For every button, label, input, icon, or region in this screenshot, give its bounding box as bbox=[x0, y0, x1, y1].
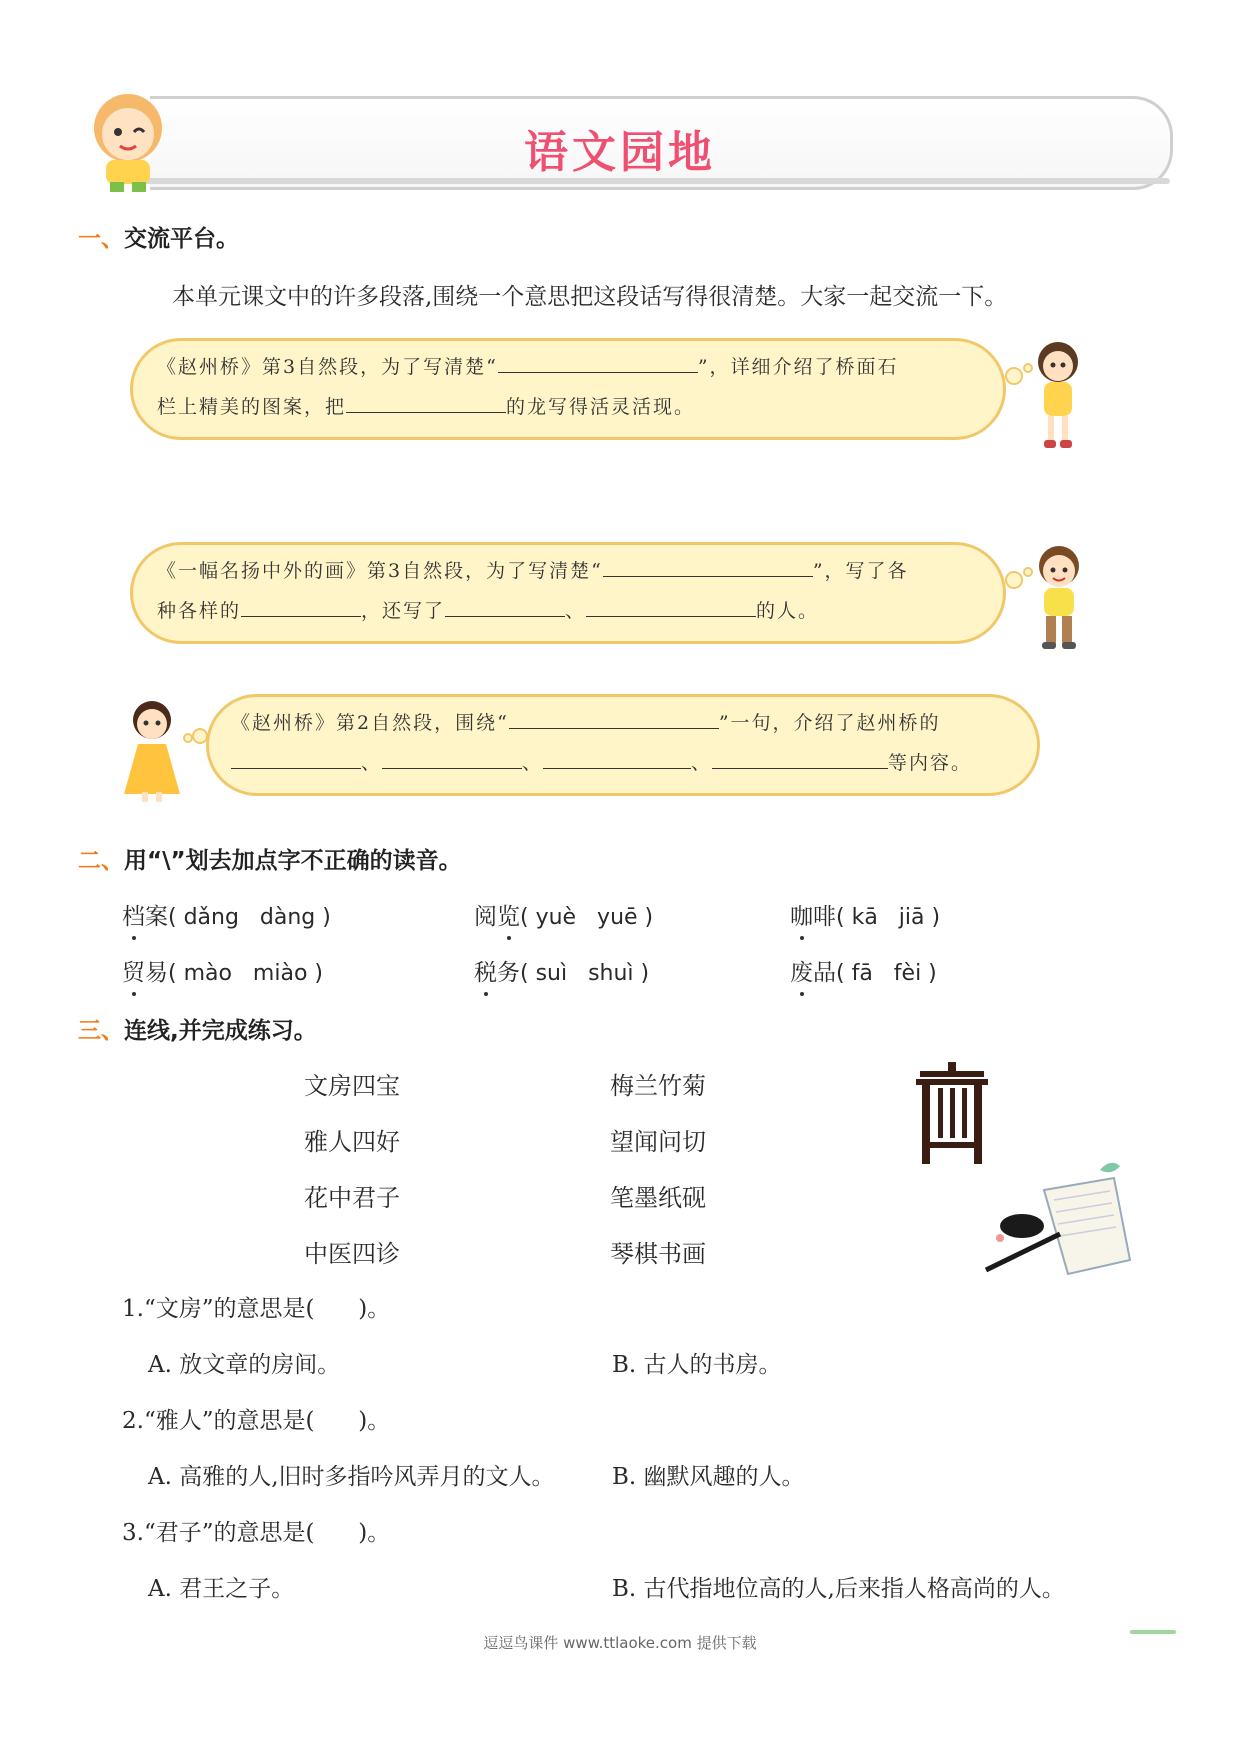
section-number: 三、 bbox=[78, 1018, 124, 1044]
option-b[interactable]: B. 古代指地位高的人,后来指人格高尚的人。 bbox=[612, 1576, 1065, 1602]
question-text: 3.“君子”的意思是( )。 bbox=[122, 1520, 391, 1546]
section-2-heading bbox=[78, 842, 462, 875]
match-left-item[interactable]: 雅人四好 bbox=[304, 1128, 400, 1156]
fill-blank[interactable] bbox=[231, 746, 361, 769]
fill-blank[interactable] bbox=[241, 594, 361, 617]
question-text: 2.“雅人”的意思是( )。 bbox=[122, 1408, 391, 1434]
option-b[interactable]: B. 古人的书房。 bbox=[612, 1352, 782, 1378]
dotted-char: 税 bbox=[474, 954, 497, 987]
pinyin-options[interactable]: ( dǎng dàng ) bbox=[168, 905, 331, 930]
pinyin-options[interactable]: ( suì shuì ) bbox=[520, 961, 650, 986]
match-right-item[interactable]: 琴棋书画 bbox=[610, 1240, 706, 1268]
bubble-text: 《一幅名扬中外的画》第3自然段，为了写清楚“ bbox=[157, 560, 603, 582]
girl-child-icon bbox=[116, 696, 186, 806]
pinyin-item bbox=[122, 954, 323, 987]
bubble-text: 、 bbox=[522, 752, 544, 774]
bubble-text: 《赵州桥》第3自然段，为了写清楚“ bbox=[157, 356, 498, 378]
match-right-item[interactable]: 笔墨纸砚 bbox=[610, 1184, 706, 1212]
section-1-heading bbox=[78, 220, 239, 253]
section-number: 二、 bbox=[78, 848, 124, 874]
match-right-item[interactable]: 梅兰竹菊 bbox=[610, 1072, 706, 1100]
pinyin-options[interactable]: ( fā fèi ) bbox=[836, 961, 937, 986]
boy-child-icon bbox=[1024, 540, 1094, 652]
fill-blank[interactable] bbox=[509, 706, 719, 729]
dotted-char: 档 bbox=[122, 898, 145, 931]
bubble-text: 、 bbox=[691, 752, 713, 774]
fill-blank[interactable] bbox=[382, 746, 522, 769]
section-heading-text: 交流平台。 bbox=[124, 226, 239, 252]
option-a[interactable]: A. 君王之子。 bbox=[148, 1576, 295, 1602]
bubble-text: ”，写了各 bbox=[812, 560, 909, 582]
dotted-char: 咖 bbox=[790, 898, 813, 931]
char: 啡 bbox=[813, 904, 836, 930]
speech-bubble-2 bbox=[130, 542, 1006, 644]
pinyin-item bbox=[790, 898, 940, 931]
bubble-text: 《赵州桥》第2自然段，围绕“ bbox=[231, 712, 509, 734]
pinyin-item bbox=[474, 898, 653, 931]
section-number: 一、 bbox=[78, 226, 124, 252]
option-b[interactable]: B. 幽默风趣的人。 bbox=[612, 1464, 805, 1490]
page-title: 语文园地 bbox=[524, 127, 716, 178]
section-heading-text: 连线,并完成练习。 bbox=[124, 1018, 317, 1044]
dotted-char: 废 bbox=[790, 954, 813, 987]
section-heading-text: 用“\”划去加点字不正确的读音。 bbox=[124, 848, 462, 874]
brush-ink-book-icon bbox=[980, 1160, 1140, 1280]
bubble-text: 、 bbox=[361, 752, 383, 774]
dotted-char: 贸 bbox=[122, 954, 145, 987]
footer-watermark: 逗逗鸟课件 www.ttlaoke.com 提供下载 bbox=[483, 1634, 757, 1652]
speech-bubble-3 bbox=[206, 694, 1040, 796]
fill-blank[interactable] bbox=[543, 746, 691, 769]
bubble-text: 的人。 bbox=[756, 600, 820, 622]
char: 务 bbox=[497, 960, 520, 986]
section-3-heading bbox=[78, 1012, 317, 1045]
fill-blank[interactable] bbox=[586, 594, 756, 617]
option-a[interactable]: A. 放文章的房间。 bbox=[148, 1352, 341, 1378]
section-1-intro: 本单元课文中的许多段落,围绕一个意思把这段话写得很清楚。大家一起交流一下。 bbox=[172, 284, 1008, 310]
bubble-text: 、 bbox=[565, 600, 587, 622]
girl-child-icon bbox=[1028, 336, 1088, 452]
pinyin-options[interactable]: ( yuè yuē ) bbox=[520, 905, 654, 930]
fill-blank[interactable] bbox=[603, 554, 813, 577]
dotted-char: 览 bbox=[497, 898, 520, 931]
pinyin-item bbox=[790, 954, 937, 987]
page-corner-mark bbox=[1130, 1630, 1176, 1634]
pinyin-options[interactable]: ( mào miào ) bbox=[168, 961, 323, 986]
guqin-stand-icon bbox=[912, 1060, 992, 1170]
match-left-item[interactable]: 中医四诊 bbox=[304, 1240, 400, 1268]
match-right-item[interactable]: 望闻问切 bbox=[610, 1128, 706, 1156]
bubble-text: ”，详细介绍了桥面石 bbox=[697, 356, 899, 378]
bubble-text: 的龙写得活灵活现。 bbox=[506, 396, 696, 418]
pinyin-options[interactable]: ( kā jiā ) bbox=[836, 905, 941, 930]
speech-bubble-1 bbox=[130, 338, 1006, 440]
fill-blank[interactable] bbox=[346, 390, 506, 413]
pinyin-item bbox=[474, 954, 649, 987]
char: 案 bbox=[145, 904, 168, 930]
bubble-text: ”一句，介绍了赵州桥的 bbox=[718, 712, 941, 734]
char: 阅 bbox=[474, 904, 497, 930]
match-left-item[interactable]: 文房四宝 bbox=[304, 1072, 400, 1100]
char: 品 bbox=[813, 960, 836, 986]
pinyin-item bbox=[122, 898, 331, 931]
fill-blank[interactable] bbox=[498, 350, 698, 373]
fill-blank[interactable] bbox=[712, 746, 888, 769]
bubble-text: 种各样的 bbox=[157, 600, 242, 622]
question-text: 1.“文房”的意思是( )。 bbox=[122, 1296, 391, 1322]
fill-blank[interactable] bbox=[445, 594, 565, 617]
char: 易 bbox=[145, 960, 168, 986]
bubble-text: 等内容。 bbox=[888, 752, 973, 774]
option-a[interactable]: A. 高雅的人,旧时多指吟风弄月的文人。 bbox=[148, 1464, 555, 1490]
bubble-text: ，还写了 bbox=[361, 600, 446, 622]
match-left-item[interactable]: 花中君子 bbox=[304, 1184, 400, 1212]
bubble-text: 栏上精美的图案，把 bbox=[157, 396, 347, 418]
